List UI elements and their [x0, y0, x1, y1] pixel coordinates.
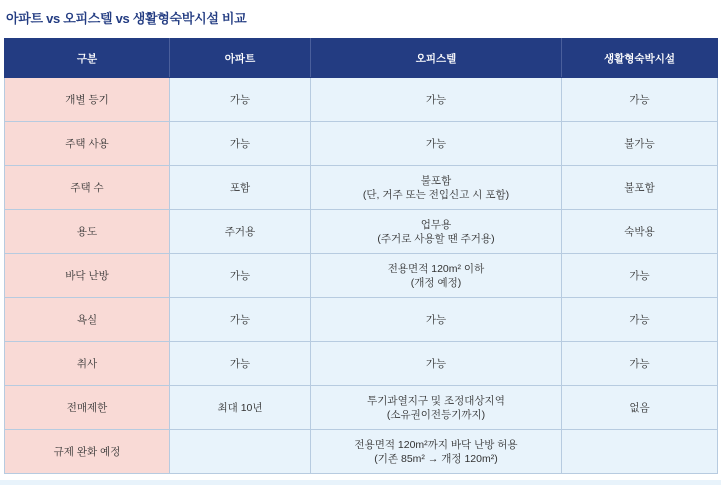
- page-title: 아파트 vs 오피스텔 vs 생활형숙박시설 비교: [6, 11, 247, 26]
- row-label: 규제 완화 예정: [5, 430, 170, 474]
- cell-officetel-main: 가능: [425, 357, 447, 370]
- cell-apartment: 포함: [170, 166, 311, 210]
- cell-residence-hotel: 없음: [562, 386, 718, 430]
- row-label: 주택 수: [5, 166, 170, 210]
- table-row: [5, 122, 718, 166]
- table-row: [5, 386, 718, 430]
- table-row: [5, 298, 718, 342]
- table-row: [5, 254, 718, 298]
- header-apartment: 아파트: [170, 39, 311, 78]
- cell-officetel: [311, 254, 562, 298]
- cell-officetel: [311, 430, 562, 474]
- cell-apartment: 가능: [170, 78, 311, 122]
- cell-officetel-note: (개정 예정): [410, 276, 462, 289]
- cell-apartment: 가능: [170, 342, 311, 386]
- cell-officetel-main: 업무용: [420, 218, 452, 231]
- row-label: 주택 사용: [5, 122, 170, 166]
- cell-apartment: 가능: [170, 122, 311, 166]
- cell-officetel-main: 불포함: [420, 174, 452, 187]
- cell-apartment: 가능: [170, 254, 311, 298]
- table-row: [5, 78, 718, 122]
- row-label: 전매제한: [5, 386, 170, 430]
- header-residence-hotel: 생활형숙박시설: [562, 39, 718, 78]
- table-row: [5, 166, 718, 210]
- cell-officetel: [311, 342, 562, 386]
- cell-officetel-note: (주거로 사용할 땐 주거용): [377, 232, 495, 245]
- row-label: 바닥 난방: [5, 254, 170, 298]
- header-row: [5, 39, 718, 78]
- header-category: 구분: [5, 39, 170, 78]
- cell-officetel: [311, 122, 562, 166]
- cell-residence-hotel: 숙박용: [562, 210, 718, 254]
- cell-officetel-main: 가능: [425, 137, 447, 150]
- cell-officetel-note: (소유권이전등기까지): [386, 408, 486, 421]
- table-row: [5, 210, 718, 254]
- cell-officetel: [311, 166, 562, 210]
- cell-apartment: 주거용: [170, 210, 311, 254]
- cell-officetel: [311, 298, 562, 342]
- cell-officetel-note: (단, 거주 또는 전입신고 시 포함): [362, 188, 510, 201]
- table-body: [5, 78, 718, 474]
- bottom-strip: [0, 480, 721, 485]
- cell-residence-hotel: 가능: [562, 78, 718, 122]
- cell-officetel-main: 전용면적 120m²까지 바닥 난방 허용: [354, 438, 518, 451]
- row-label: 취사: [5, 342, 170, 386]
- row-label: 개별 등기: [5, 78, 170, 122]
- cell-residence-hotel: 불가능: [562, 122, 718, 166]
- cell-officetel: [311, 78, 562, 122]
- cell-officetel-note: (기존 85m² → 개정 120m²): [374, 452, 498, 465]
- cell-apartment: 최대 10년: [170, 386, 311, 430]
- cell-residence-hotel: 불포함: [562, 166, 718, 210]
- cell-residence-hotel: [562, 430, 718, 474]
- cell-officetel: [311, 210, 562, 254]
- cell-officetel-main: 가능: [425, 93, 447, 106]
- cell-apartment: 가능: [170, 298, 311, 342]
- cell-apartment: [170, 430, 311, 474]
- comparison-table: [4, 38, 718, 474]
- cell-officetel-main: 전용면적 120m² 이하: [387, 262, 485, 275]
- header-officetel: 오피스텔: [311, 39, 562, 78]
- cell-officetel-main: 투기과열지구 및 조정대상지역: [367, 394, 505, 407]
- table-header: [5, 39, 718, 78]
- row-label: 욕실: [5, 298, 170, 342]
- cell-residence-hotel: 가능: [562, 254, 718, 298]
- cell-officetel: [311, 386, 562, 430]
- cell-officetel-main: 가능: [425, 313, 447, 326]
- cell-residence-hotel: 가능: [562, 298, 718, 342]
- cell-residence-hotel: 가능: [562, 342, 718, 386]
- table-row: [5, 430, 718, 474]
- row-label: 용도: [5, 210, 170, 254]
- table-row: [5, 342, 718, 386]
